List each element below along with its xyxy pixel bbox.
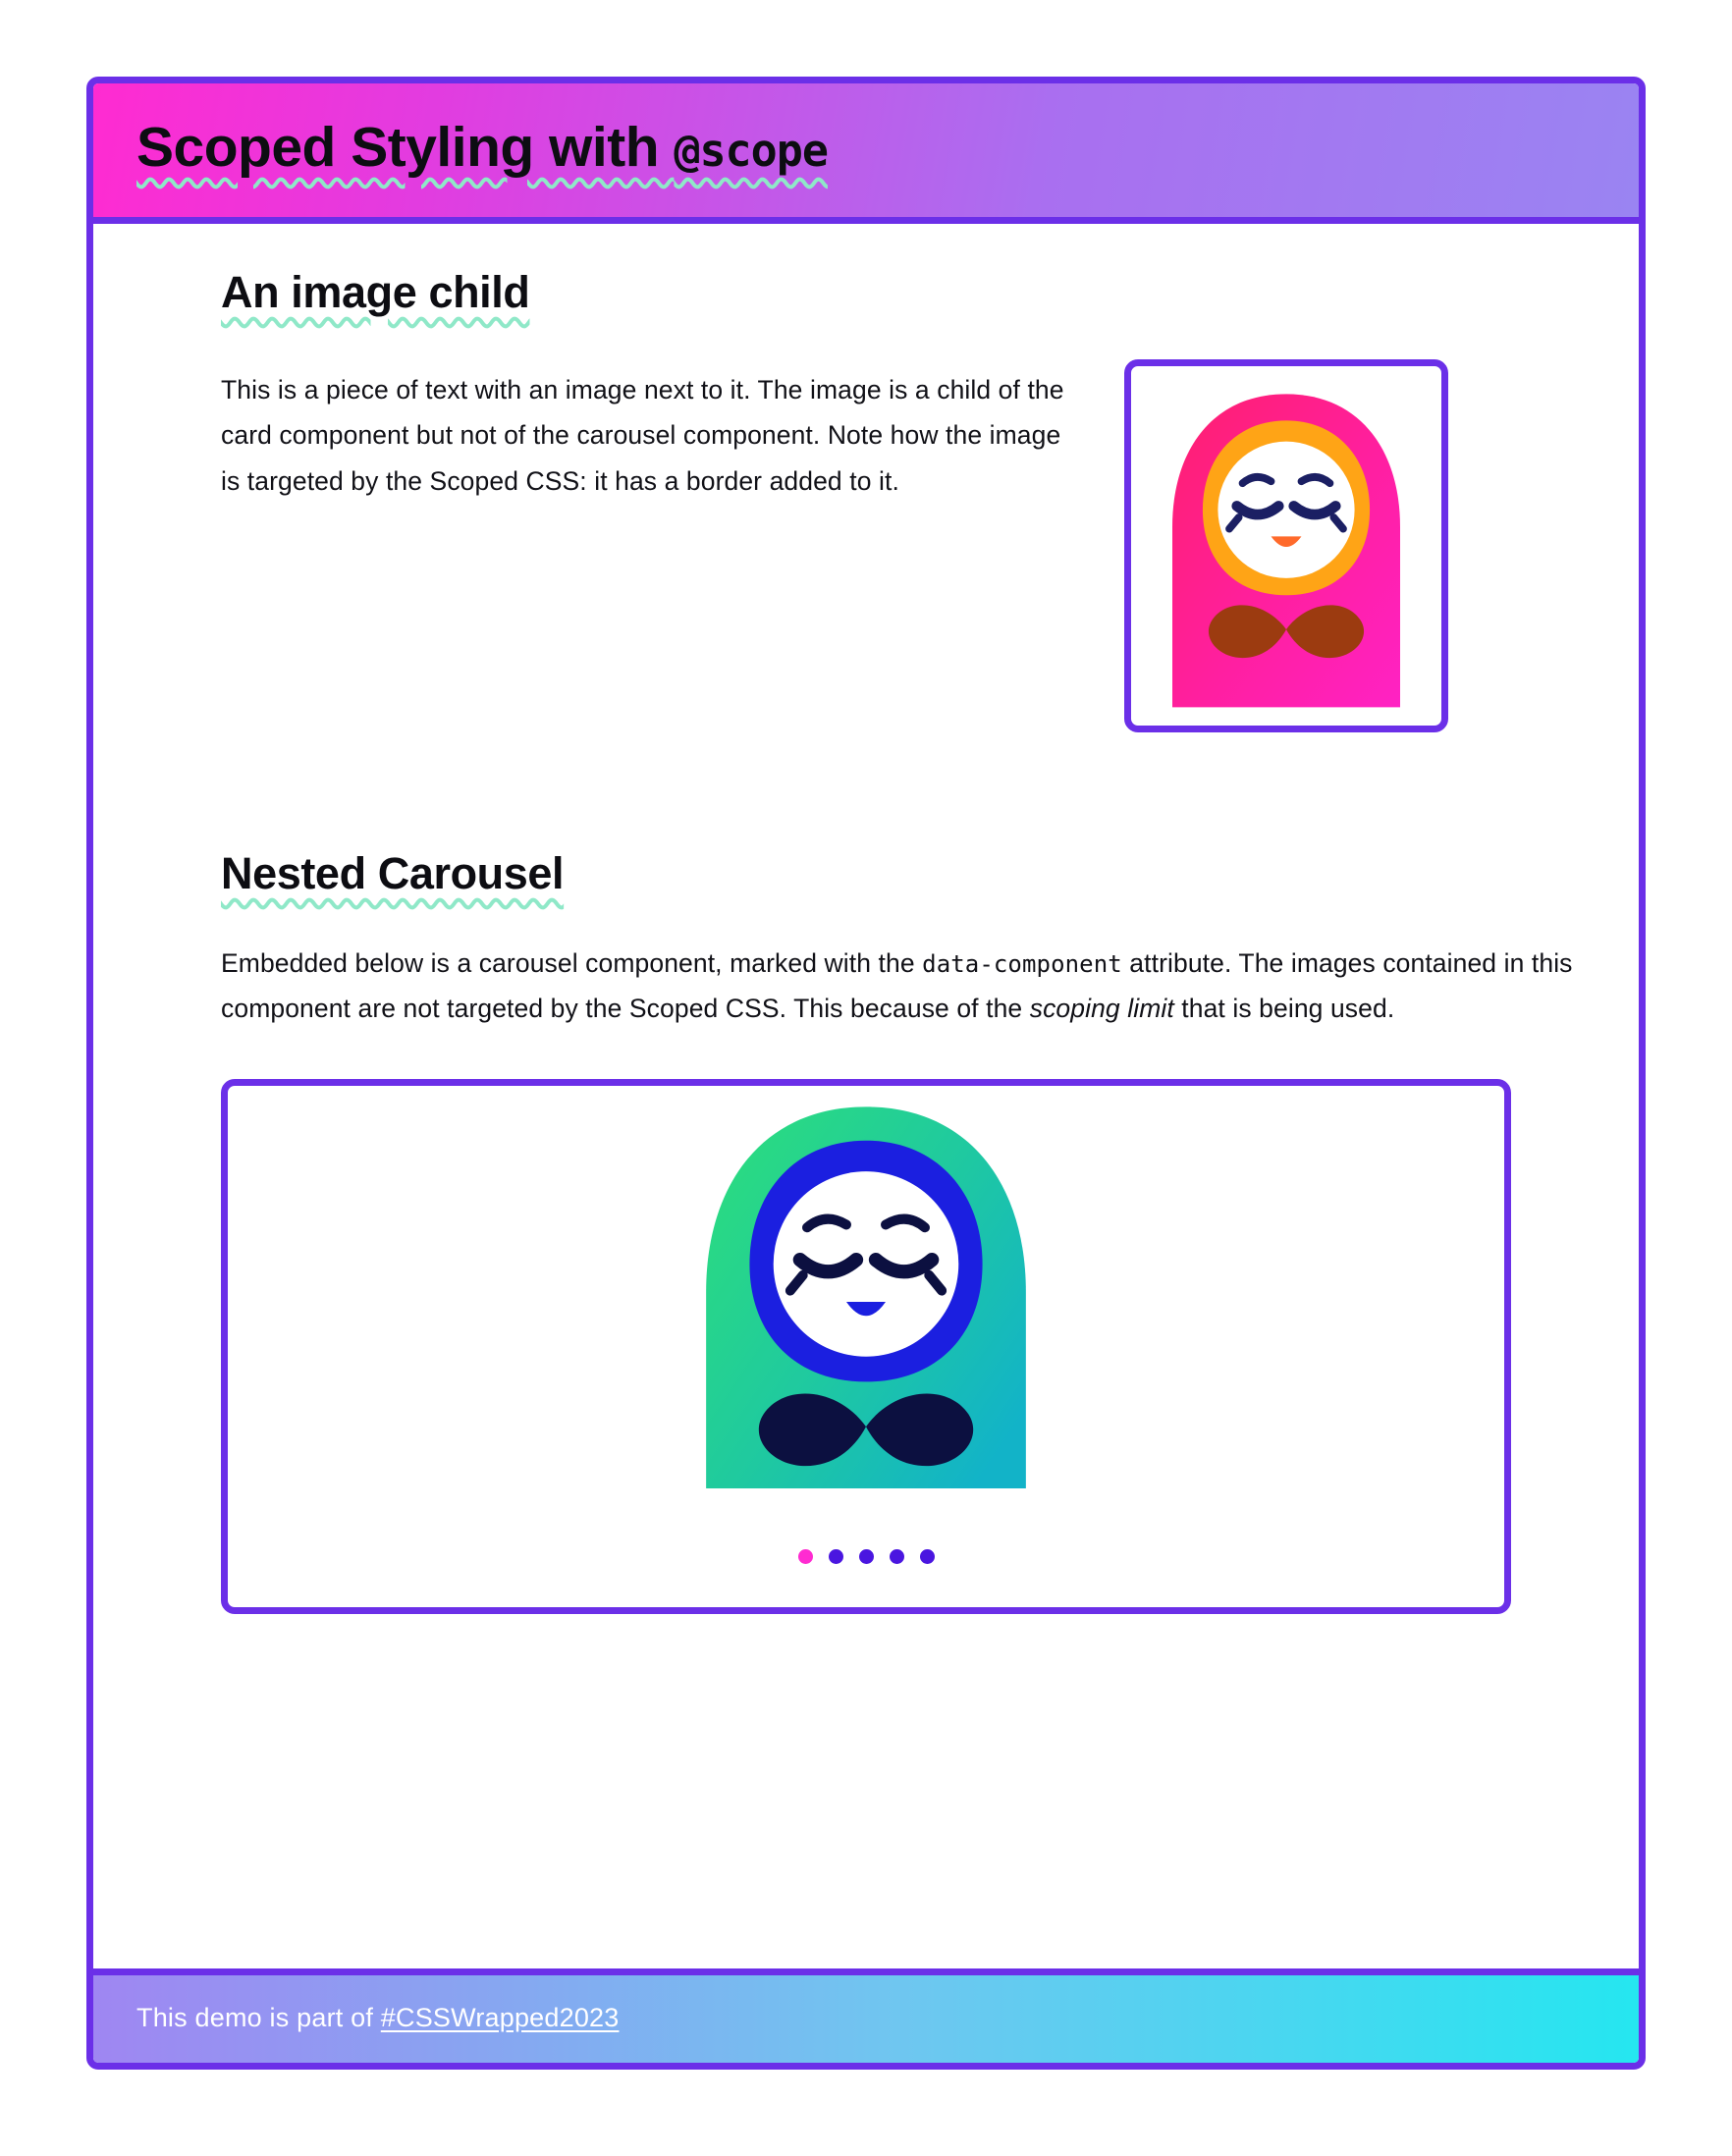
page-title-code: @scope [674, 125, 828, 177]
section-heading-nested-carousel: Nested Carousel [221, 847, 565, 898]
section-two-paragraph [221, 941, 1576, 1032]
page-title [136, 116, 828, 179]
card-body [93, 224, 1639, 1968]
section-nested-carousel [142, 848, 1590, 1614]
footer-link[interactable]: #CSSWrapped2023 [380, 2003, 620, 2032]
section-two-paragraph-part2: attribute. The images contained in this component are not targeted by the Scoped CSS. This because of the [221, 947, 1573, 1024]
section-two-paragraph-code: data-component [922, 949, 1122, 978]
matryoshka-doll-green-icon [645, 1096, 1087, 1488]
carousel-slide[interactable] [645, 1096, 1087, 1488]
carousel-dot-1[interactable] [798, 1549, 813, 1564]
card-footer [93, 1968, 1639, 2063]
section-two-paragraph-part1: Embedded below is a carousel component, marked with the [221, 947, 923, 978]
page-title-text: Scoped Styling with [136, 116, 675, 179]
section-one-paragraph: This is a piece of text with an image next to it. The image is a child of the card component but not of the carousel component. Note how the image is targeted by the Scoped CSS: it has a border added to it. [221, 374, 1064, 496]
carousel-component[interactable] [221, 1079, 1511, 1614]
section-two-paragraph-part3: that is being used. [1173, 994, 1395, 1024]
carousel-dot-2[interactable] [829, 1549, 843, 1564]
footer-text: This demo is part of [136, 2003, 381, 2032]
scoped-image-frame [1124, 359, 1448, 732]
matryoshka-doll-pink-icon [1144, 384, 1429, 708]
section-heading-image-child: An image child [221, 266, 530, 317]
section-image-child [142, 359, 1590, 732]
section-two-title-row [142, 848, 1590, 941]
section-one-title-row [142, 267, 1590, 359]
card-header [93, 83, 1639, 224]
section-two-paragraph-italic: scoping limit [1029, 994, 1174, 1024]
carousel-dot-3[interactable] [859, 1549, 874, 1564]
carousel-dot-5[interactable] [920, 1549, 935, 1564]
carousel-dot-4[interactable] [890, 1549, 904, 1564]
card-component [86, 77, 1646, 2070]
carousel-dots [228, 1549, 1504, 1564]
